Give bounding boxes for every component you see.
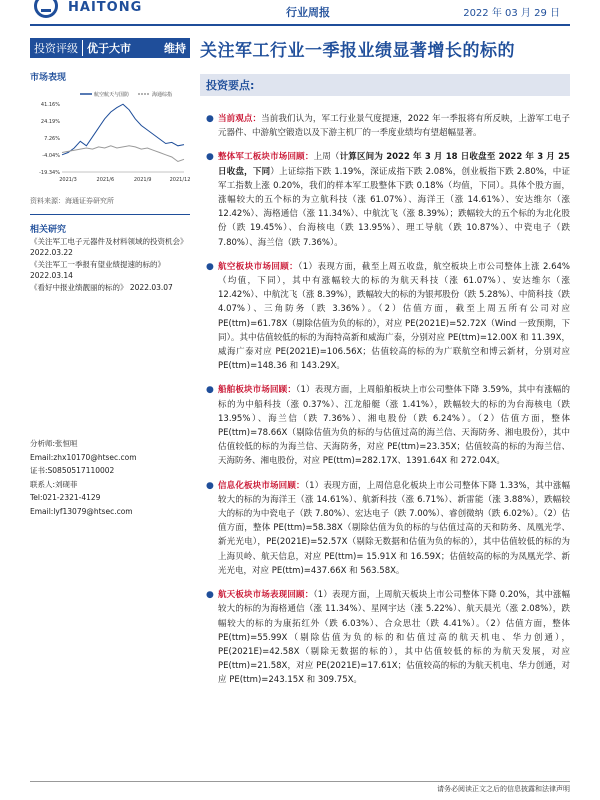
bullet-icon: ● — [206, 480, 214, 491]
company-logo — [34, 0, 174, 22]
analyst-email[interactable]: Email:zhx10170@htsec.com — [30, 452, 137, 462]
related-list — [30, 236, 195, 294]
analyst-name: 分析师:张恒晅 — [30, 439, 78, 448]
series-line-index — [62, 146, 184, 162]
chart-source: 资料来源：海通证券研究所 — [30, 197, 114, 205]
market-section-label: 市场表现 — [30, 73, 67, 83]
bullet-icon: ● — [206, 114, 214, 124]
y-tick-label: 41.16% — [40, 102, 60, 108]
logo-badge-icon — [34, 0, 58, 18]
key-points — [206, 112, 570, 688]
legend-label-b: 海通综指 — [152, 92, 173, 98]
rating-status: 维持 — [164, 42, 186, 55]
point-aerospace-review: ● 航天板块市场表现回顾：（1）表现方面，上周航天板块上市公司整体下降 0.20%，其中涨幅较大的标的为海格通信（涨 11.34%）、星网宇达（涨 5.22%）、航天晨光（涨 2.08%），跌幅较大的标的为康拓红外（跌 6.03%）、合众思壮（跌 4.41%）。（2）估值方面，整体 PE(ttm)=55.99X（剔除估值为负的标的和估值过高的航天机电、华力创通），PE(2021E)=42.58X（剔除无数据的标的），其中估值较低的标的为航天发展，对应 PE(ttm)=21.58X，对应 PE(2021E)=17.61X；估值较高的标的为航天机电、华力创通，对应 PE(ttm)=243.15X 和 309.75X。 — [206, 590, 570, 686]
bullet-icon: ● — [206, 261, 214, 272]
point-current-view: ● 当前观点：当前我们认为，军工行业景气度提速，2022 年一季报将有所反映，上游军工电子元器件、中游航空锻造以及下游主机厂的一季度业绩均有望超幅显著。 — [206, 114, 570, 139]
point-informatization-review: ● 信息化板块市场回顾：（1）表现方面，上周信息化板块上市公司整体下降 1.33%，其中涨幅较大的标的为海洋王（涨 14.61%）、航新科技（涨 6.71%）、新雷能（涨 3.88%），跌幅较大的标的为中瓷电子（跌 7.80%）、宏达电子（跌 7.00%）、睿创微纳（跌 6.02%）。（2）估值方面，整体 PE(ttm)=58.38X（剔除估值为负的标的与估值过高的天和防务、凤凰光学、新光光电），PE(2021E)=52.57X（剔除无数据和估值为负的标的），其中估值较低的标的为上海贝岭、航天信息，对应 PE(ttm)= 15.91X 和 16.59X；估值较高的标的为凤凰光学、新光光电，对应 PE(ttm)=437.66X 和 563.58X。 — [206, 480, 570, 576]
bullet-icon: ● — [206, 385, 214, 396]
report-date: 2022 年 03 月 29 日 — [463, 8, 560, 19]
related-item[interactable]: 《看好中报业绩靓丽的标的》 2022.03.07 — [30, 283, 173, 292]
point-shipbuilding-review: ● 船舶板块市场回顾：（1）表现方面，上周船舶板块上市公司整体下降 3.59%，其中有涨幅的标的为中船科技（涨 0.37%）、江龙船艇（涨 1.41%），跌幅较大的标的为台海核电（跌 13.95%）、海兰信（跌 7.36%）、湘电股份（跌 6.24%）。（2）估值方面，整体 PE(ttm)=78.66X（剔除估值为负的标的与估值过高的海兰信、天海防务、湘电股份），其中估值较低的标的为海兰信、天海防务，对应 PE(ttm)=23.35X；估值较高的标的为海兰信、天海防务、湘电股份，对应 PE(ttm)=282.17X、1391.64X 和 272.04X。 — [206, 385, 570, 467]
market-chart — [30, 88, 190, 188]
contact-email[interactable]: Email:lyf13079@htsec.com — [30, 506, 133, 516]
header-divider — [30, 24, 570, 26]
point-overall-review: ● 整体军工板块市场回顾：上周（计算区间为 2022 年 3 月 18 日收盘至 2022 年 3 月 25 日收盘，下同）上证综指下跌 1.19%，深证成指下跌 2.08%，创业板指下跌 2.80%，中证军工指数上涨 0.20%，我们的样本军工股整体下跌 0.18%（均值，下同）。具体个股方面，涨幅较大的五个标的为立航科技（涨 61.07%）、海洋王（涨 14.61%）、安达维尔（涨 12.42%）、海格通信（涨 11.34%）、中航沈飞（涨 8.39%）；跌幅较大的五个标的为北化股份（跌 19.45%）、台海核电（跌 13.95%）、理工导航（跌 10.87%）、中瓷电子（跌 7.80%）、海兰信（跌 7.36%）。 — [206, 152, 570, 248]
footer-disclaimer: 请务必阅读正文之后的信息披露和法律声明 — [437, 785, 570, 793]
page-title: 关注军工行业一季报业绩显著增长的标的 — [200, 41, 515, 61]
rating-value: 优于大市 — [87, 42, 131, 55]
contact-tel: Tel:021-2321-4129 — [30, 493, 101, 502]
bullet-icon: ● — [206, 152, 214, 163]
y-tick-label: -4.04% — [42, 153, 60, 159]
x-tick-label: 2021/3 — [59, 177, 77, 183]
related-item[interactable]: 《关注军工一季报有望业绩提速的标的》 2022.03.14 — [30, 260, 165, 280]
x-tick-label: 2021/12 — [169, 177, 190, 183]
legend-label-a: 航空航天与国防 — [94, 92, 130, 98]
rating-bar — [30, 38, 190, 58]
logo-text: HAITONG — [68, 0, 143, 15]
x-tick-label: 2021/9 — [133, 177, 152, 183]
y-tick-label: -19.34% — [39, 170, 60, 176]
analyst-cert: 证书:S0850517110002 — [30, 466, 115, 475]
y-tick-label: 24.19% — [40, 119, 60, 125]
rating-label: 投资评级 — [30, 40, 83, 56]
related-label: 相关研究 — [30, 225, 67, 235]
report-type: 行业周报 — [286, 6, 330, 19]
x-tick-label: 2021/6 — [96, 177, 115, 183]
key-points-header: 投资要点: — [200, 74, 570, 96]
bullet-icon: ● — [206, 590, 214, 601]
y-tick-label: 7.26% — [44, 136, 60, 142]
analyst-info — [30, 437, 195, 518]
point-aviation-review: ● 航空板块市场回顾：（1）表现方面，截至上周五收盘，航空板块上市公司整体上涨 2.64%（均值，下同），其中有涨幅较大的标的为航天科技（涨 61.07%）、安达维尔（涨 12.42%）、中航沈飞（涨 8.39%），跌幅较大的标的为银邦股份（跌 5.28%）、中简科技（跌 4.07%）、三角防务（跌 3.36%）。（2）估值方面，截至上周五所有公司对应 PE(ttm)=61.78X（剔除估值为负的标的），对应 PE(2021E)=52.72X（Wind 一致预期，下同）。其中估值较低的标的为海特高新和威海广泰，分别对应 PE(ttm)=12.00X 和 11.39X，威海广泰对应 PE(2021E)=106.56X；估值较高的标的为广联航空和博云新材，分别对应 PE(ttm)=148.36 和 143.29X。 — [206, 261, 570, 372]
left-divider — [30, 214, 190, 215]
related-item[interactable]: 《关注军工电子元器件及材料领域的投资机会》 2022.03.22 — [30, 237, 188, 257]
contact-name: 联系人:刘砚菲 — [30, 479, 78, 489]
footer-divider — [30, 781, 570, 782]
market-chart-svg — [30, 88, 190, 188]
